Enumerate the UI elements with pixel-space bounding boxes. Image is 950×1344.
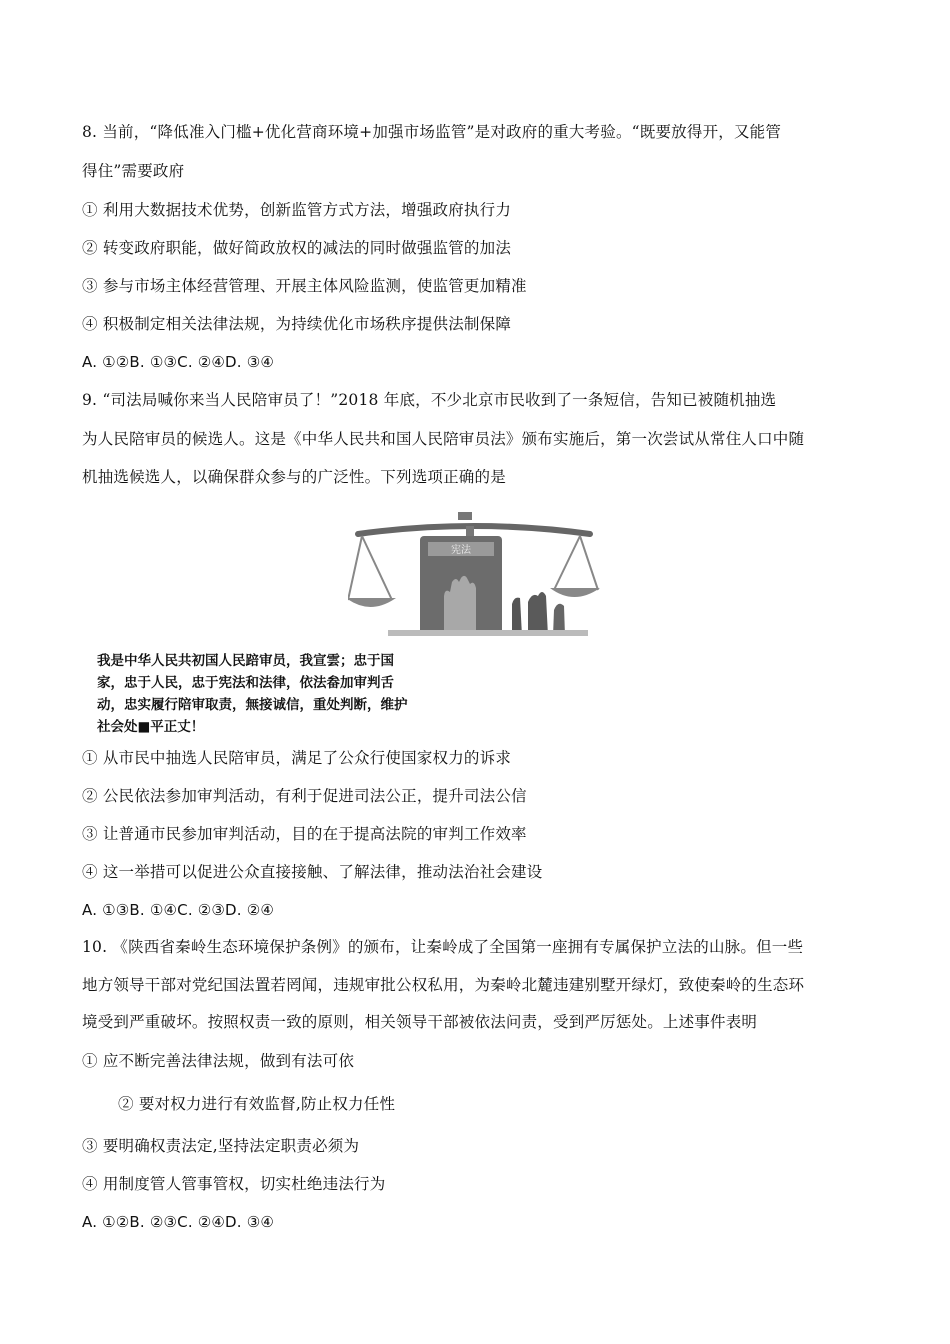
q10-option-4: ④ 用制度管人管事管权，切实杜绝违法行为 xyxy=(82,1175,386,1193)
q8-option-2: ② 转变政府职能，做好简政放权的减法的同时做强监管的加法 xyxy=(82,239,512,257)
q10-stem-line-3: 境受到严重破坏。按照权责一致的原则，相关领导干部被依法问责，受到严厉惩处。上述事件表明 xyxy=(82,1013,758,1031)
q9-answer-choices: A. ①③B. ①④C. ②③D. ②④ xyxy=(82,901,275,919)
figure-caption-line-4: 社会处■平正丈！ xyxy=(97,719,205,735)
q9-option-1: ① 从市民中抽选人民陪审员，满足了公众行使国家权力的诉求 xyxy=(82,749,512,767)
q8-stem-line-1: 8. 当前，“降低准入门槛+优化营商环境+加强市场监管”是对政府的重大考验。“既要放得开，又能管 xyxy=(82,123,782,141)
q9-stem-line-3: 机抽选候选人，以确保群众参与的广泛性。下列选项正确的是 xyxy=(82,468,506,486)
q9-stem-line-2: 为人民陪审员的候选人。这是《中华人民共和国人民陪审员法》颁布实施后，第一次尝试从常住人口中随 xyxy=(82,430,805,448)
scales-of-justice-figure xyxy=(348,512,600,636)
q10-option-3: ③ 要明确权责法定,坚持法定职责必须为 xyxy=(82,1137,360,1155)
q10-option-2: ② 要对权力进行有效监督,防止权力任性 xyxy=(118,1095,396,1113)
figure-caption-line-2: 家，忠于人民，忠于宪法和法律，依法畚加审判舌 xyxy=(97,675,394,691)
figure-caption-line-3: 动，忠实履行陪审取责，無接诚信，重处判断，维护 xyxy=(97,697,408,713)
q9-option-2: ② 公民依法参加审判活动，有利于促进司法公正，提升司法公信 xyxy=(82,787,527,805)
book-label: 宪法 xyxy=(451,545,471,556)
q10-stem-line-2: 地方领导干部对党纪国法置若罔闻，违规审批公权私用，为秦岭北麓违建别墅开绿灯，致使秦岭的生态环 xyxy=(82,976,805,994)
q8-option-4: ④ 积极制定相关法律法规，为持续优化市场秩序提供法制保障 xyxy=(82,315,512,333)
q10-stem-line-1: 10. 《陕西省秦岭生态环境保护条例》的颁布，让秦岭成了全国第一座拥有专属保护立法的山脉。但一些 xyxy=(82,938,804,956)
q9-stem-line-1: 9. “司法局喊你来当人民陪审员了！”2018 年底，不少北京市民收到了一条短信，告知已被随机抽选 xyxy=(82,391,777,409)
figure-caption-line-1: 我是中华人民共初国人民踣审员，我宣雲；忠于国 xyxy=(97,653,394,669)
q8-answer-choices: A. ①②B. ①③C. ②④D. ③④ xyxy=(82,353,275,371)
q8-option-1: ① 利用大数据技术优势，创新监管方式方法，增强政府执行力 xyxy=(82,201,512,219)
q8-stem-line-2: 得住”需要政府 xyxy=(82,162,185,180)
q10-answer-choices: A. ①②B. ②③C. ②④D. ③④ xyxy=(82,1213,275,1231)
q9-option-4: ④ 这一举措可以促进公众直接接触、了解法律，推动法治社会建设 xyxy=(82,863,543,881)
q10-option-1: ① 应不断完善法律法规，做到有法可依 xyxy=(82,1052,355,1070)
q8-option-3: ③ 参与市场主体经营管理、开展主体风险监测，使监管更加精准 xyxy=(82,277,527,295)
q9-option-3: ③ 让普通市民参加审判活动，目的在于提高法院的审判工作效率 xyxy=(82,825,527,843)
